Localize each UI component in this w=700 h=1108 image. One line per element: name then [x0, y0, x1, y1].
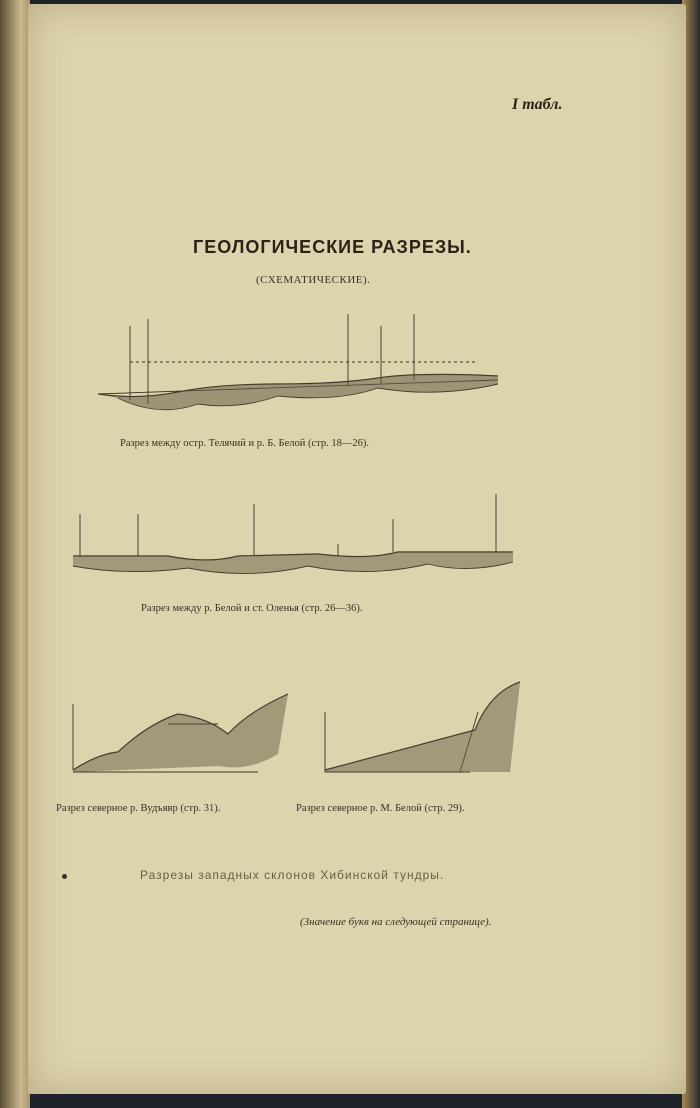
geologic-section-2 [68, 494, 518, 594]
document-page [28, 4, 686, 1094]
geologic-section-4 [310, 672, 530, 782]
page-subtitle: (СХЕМАТИЧЕСКИЕ). [256, 274, 371, 286]
section-2-caption: Разрез между р. Белой и ст. Оленья (стр. 26—36). [141, 603, 363, 614]
geologic-section-1 [78, 314, 518, 424]
geologic-section-3 [58, 684, 298, 794]
section-4-caption: Разрез северное р. М. Белой (стр. 29). [296, 803, 465, 814]
section-3-caption: Разрез северное р. Вудъявр (стр. 31). [56, 803, 221, 814]
footer-title: Разрезы западных склонов Хибинской тундры. [140, 868, 445, 882]
bullet-mark [62, 874, 67, 879]
left-page-edge [0, 0, 30, 1108]
footer-note: (Значение букв на следующей странице). [300, 916, 492, 928]
page-title: ГЕОЛОГИЧЕСКИЕ РАЗРЕЗЫ. [193, 237, 472, 257]
table-label: I табл. [512, 96, 563, 113]
section-1-caption: Разрез между остр. Телячий и р. Б. Белой (стр. 18—26). [120, 438, 369, 449]
